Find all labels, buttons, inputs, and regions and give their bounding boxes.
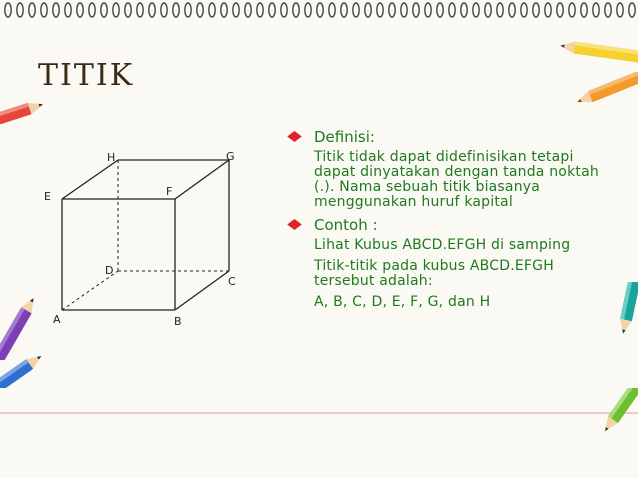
pencil-green-icon	[596, 388, 638, 440]
spiral-ring	[557, 3, 563, 17]
spiral-ring	[17, 3, 23, 17]
spiral-ring	[593, 3, 599, 17]
vertex-label-d: D	[105, 264, 114, 277]
spiral-ring	[89, 3, 95, 17]
spiral-ring	[305, 3, 311, 17]
points-list-text: A, B, C, D, E, F, G, dan H	[314, 294, 491, 310]
slide-title: TITIK	[38, 58, 135, 93]
spiral-binding	[0, 0, 638, 24]
spiral-ring	[101, 3, 107, 17]
spiral-ring	[365, 3, 371, 17]
spiral-ring	[149, 3, 155, 17]
spiral-ring	[629, 3, 635, 17]
spiral-ring	[161, 3, 167, 17]
spiral-ring	[293, 3, 299, 17]
spiral-ring	[353, 3, 359, 17]
spiral-ring	[221, 3, 227, 17]
example-text: Lihat Kubus ABCD.EFGH di samping	[314, 237, 571, 253]
bullet-definisi	[288, 128, 606, 210]
spiral-ring	[53, 3, 59, 17]
spiral-ring	[209, 3, 215, 17]
spiral-ring	[113, 3, 119, 17]
edge-bc	[175, 271, 229, 310]
spiral-ring	[497, 3, 503, 17]
vertex-label-a: A	[53, 313, 61, 326]
spiral-ring	[509, 3, 515, 17]
bullet-heading-text: Definisi:	[314, 128, 375, 146]
spiral-ring	[377, 3, 383, 17]
pencil-blue-icon	[0, 348, 48, 388]
spiral-ring	[389, 3, 395, 17]
vertex-label-h: H	[107, 151, 116, 164]
spiral-ring	[485, 3, 491, 17]
pencil-orange-icon	[575, 72, 638, 108]
spiral-ring	[65, 3, 71, 17]
spiral-ring	[437, 3, 443, 17]
spiral-ring	[185, 3, 191, 17]
bullet-heading	[288, 128, 606, 146]
bullet-contoh	[288, 216, 606, 310]
spiral-ring	[569, 3, 575, 17]
spiral-ring	[449, 3, 455, 17]
spiral-ring	[137, 3, 143, 17]
paper-line	[0, 412, 638, 414]
spiral-ring	[413, 3, 419, 17]
slide-content	[288, 128, 606, 316]
vertex-label-b: B	[174, 315, 182, 328]
spiral-ring	[197, 3, 203, 17]
spiral-ring	[125, 3, 131, 17]
spiral-ring	[473, 3, 479, 17]
spiral-ring	[77, 3, 83, 17]
spiral-ring	[581, 3, 587, 17]
spiral-ring	[425, 3, 431, 17]
edge-fg	[175, 160, 229, 199]
spiral-ring	[173, 3, 179, 17]
pencil-yellow-icon	[560, 36, 638, 66]
spiral-ring	[461, 3, 467, 17]
pencil-teal-icon	[614, 282, 638, 358]
spiral-ring	[329, 3, 335, 17]
spiral-ring	[617, 3, 623, 17]
spiral-ring	[605, 3, 611, 17]
cube-diagram	[40, 140, 270, 330]
edge-eh	[62, 160, 118, 199]
spiral-ring	[533, 3, 539, 17]
spiral-ring	[5, 3, 11, 17]
bullet-heading	[288, 216, 606, 234]
definition-text: Titik tidak dapat didefinisikan tetapi dapat dinyatakan dengan tanda noktah (.). Nama sebuah titik biasanya menggunakan huruf kapital	[314, 149, 599, 210]
spiral-ring	[545, 3, 551, 17]
spiral-ring	[401, 3, 407, 17]
spiral-ring	[41, 3, 47, 17]
pencil-purple-icon	[0, 290, 36, 360]
spiral-ring	[269, 3, 275, 17]
vertex-label-c: C	[228, 275, 236, 288]
spiral-ring	[29, 3, 35, 17]
pencil-red-icon	[0, 98, 44, 124]
vertex-label-g: G	[226, 150, 235, 163]
spiral-ring	[233, 3, 239, 17]
bullet-heading-text: Contoh :	[314, 216, 378, 234]
example-text: Titik-titik pada kubus ABCD.EFGH tersebut adalah:	[314, 258, 554, 289]
spiral-ring	[521, 3, 527, 17]
bullet-diamond-icon	[287, 131, 302, 142]
bullet-diamond-icon	[287, 219, 302, 230]
vertex-label-e: E	[44, 190, 51, 203]
spiral-ring	[257, 3, 263, 17]
spiral-ring	[341, 3, 347, 17]
spiral-ring	[281, 3, 287, 17]
spiral-ring	[245, 3, 251, 17]
spiral-ring	[317, 3, 323, 17]
vertex-label-f: F	[166, 185, 173, 198]
